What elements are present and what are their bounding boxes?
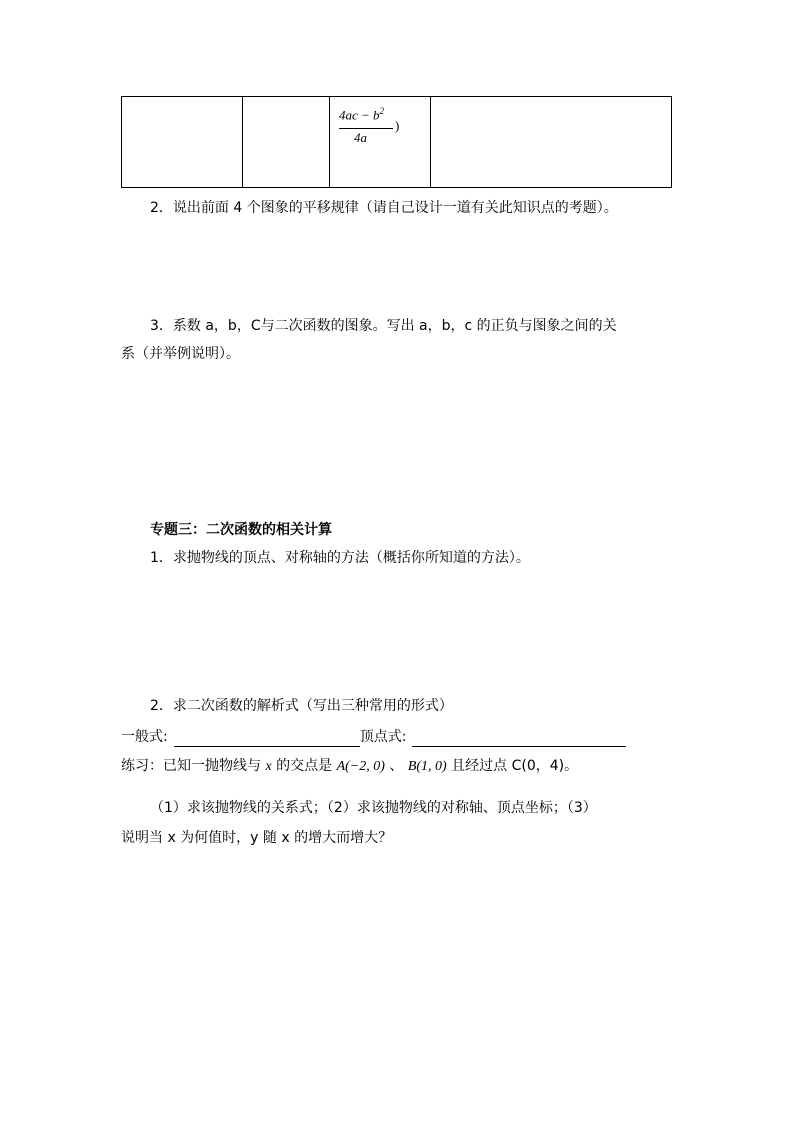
topic-3-question-1: 1．求抛物线的顶点、对称轴的方法（概括你所知道的方法）。 xyxy=(150,550,530,566)
point-b: B(1, 0) xyxy=(407,759,447,774)
exercise-line xyxy=(121,756,578,777)
exercise-prefix: 练习：已知一抛物线与 xyxy=(121,758,261,774)
question-3-line-1: 3．系数 a，b，C与二次函数的图象。写出 a，b，c 的正负与图象之间的关 xyxy=(150,318,617,334)
formula-numerator: $4ac - b^2$ xyxy=(339,106,385,123)
general-form-blank xyxy=(174,731,360,747)
point-a: A(−2, 0) xyxy=(336,759,385,774)
exercise-suffix: 且经过点 C(0，4)。 xyxy=(451,758,579,774)
question-3-line-2: 系（并举例说明）。 xyxy=(121,346,240,362)
question-2: 2．说出前面 4 个图象的平移规律（请自己设计一道有关此知识点的考题）。 xyxy=(150,200,618,216)
form-lines xyxy=(121,727,626,747)
vertex-form-blank xyxy=(412,731,626,747)
formula-denominator: 4a xyxy=(354,130,367,145)
table-cell-2 xyxy=(243,97,330,188)
table-cell-4 xyxy=(431,97,672,188)
general-form-label: 一般式: xyxy=(121,729,168,745)
exercise-var-x: x xyxy=(265,759,272,774)
table-cell-1 xyxy=(122,97,243,188)
sub-questions-line-1: （1）求该抛物线的关系式；（2）求该抛物线的对称轴、顶点坐标；（3） xyxy=(150,800,597,816)
exercise-sep: 、 xyxy=(389,758,404,774)
topic-3-question-2: 2．求二次函数的解析式（写出三种常用的形式） xyxy=(150,698,453,714)
formula-close-paren: ) xyxy=(395,118,400,133)
function-table-fragment xyxy=(121,96,672,188)
topic-3-title: 专题三：二次函数的相关计算 xyxy=(150,522,332,538)
fraction-bar xyxy=(339,128,393,129)
exercise-mid: 的交点是 xyxy=(276,758,333,774)
sub-questions-line-2: 说明当 x 为何值时，y 随 x 的增大而增大？ xyxy=(121,830,393,846)
vertex-form-label: 顶点式: xyxy=(359,729,407,745)
